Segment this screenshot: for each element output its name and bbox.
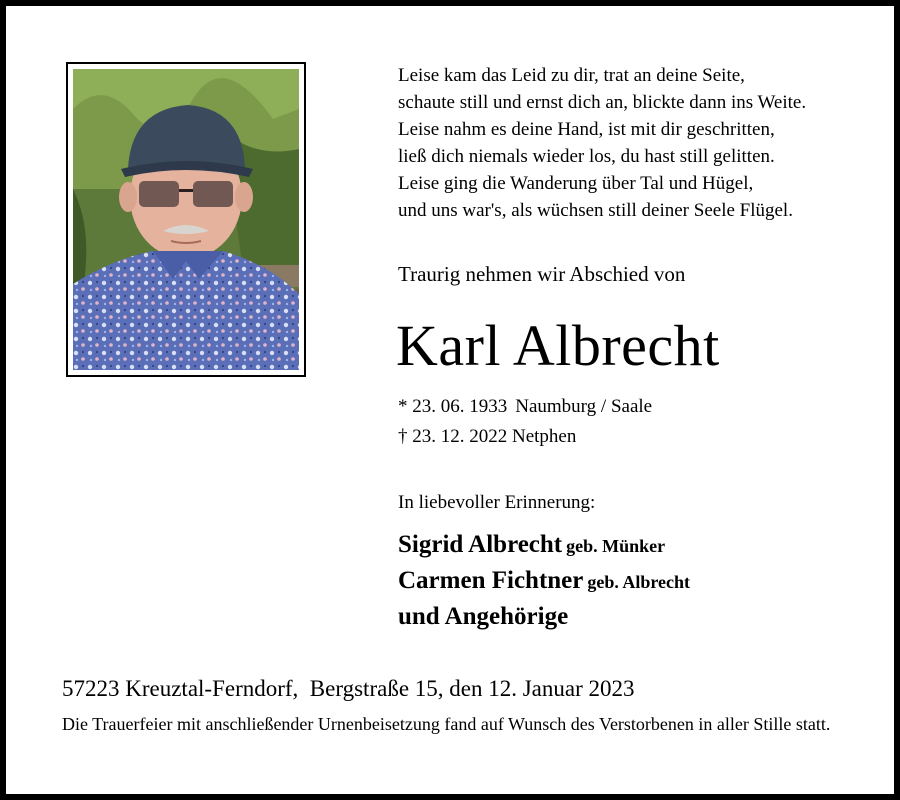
death-date: 23. 12. 2022 [412, 426, 508, 447]
address-line: 57223 Kreuztal-Ferndorf, Bergstraße 15, den 12. Januar 2023 [62, 676, 635, 701]
poem [398, 62, 868, 224]
death-symbol: † [398, 426, 408, 447]
mourner-name: Sigrid Albrecht [398, 531, 563, 558]
mourners-list [398, 527, 690, 635]
poem-line: und uns war's, als wüchsen still deiner Seele Flügel. [398, 200, 793, 221]
poem-line: schaute still und ernst dich an, blickte dann ins Weite. [398, 92, 807, 113]
poem-line: Leise ging die Wanderung über Tal und Hügel, [398, 173, 754, 194]
intro-line: Traurig nehmen wir Abschied von [398, 262, 686, 286]
photo-frame [66, 62, 306, 377]
poem-line: Leise kam das Leid zu dir, trat an deine Seite, [398, 65, 745, 86]
birth-place: Naumburg / Saale [515, 396, 653, 417]
birth-line [398, 392, 652, 422]
birth-date: 23. 06. 1933 [412, 396, 508, 417]
mourner-name: und Angehörige [398, 603, 569, 630]
mourner [398, 563, 690, 599]
death-line [398, 422, 652, 452]
funeral-note: Die Trauerfeier mit anschließender Urnenbeisetzung fand auf Wunsch des Verstorbenen in aller Stille statt. [62, 714, 831, 734]
mourner-note: geb. Münker [566, 536, 666, 556]
birth-symbol: * [398, 396, 408, 417]
portrait-photo [73, 69, 299, 370]
memory-line: In liebevoller Erinnerung: [398, 492, 596, 513]
life-dates [398, 392, 652, 452]
mourner-note: geb. Albrecht [587, 572, 691, 592]
mourner [398, 527, 690, 563]
mourner-name: Carmen Fichtner [398, 567, 584, 594]
death-place: Netphen [512, 426, 577, 447]
deceased-name: Karl Albrecht [396, 313, 720, 378]
mourner [398, 599, 690, 635]
poem-line: Leise nahm es deine Hand, ist mit dir geschritten, [398, 119, 775, 140]
poem-line: ließ dich niemals wieder los, du hast still gelitten. [398, 146, 775, 167]
